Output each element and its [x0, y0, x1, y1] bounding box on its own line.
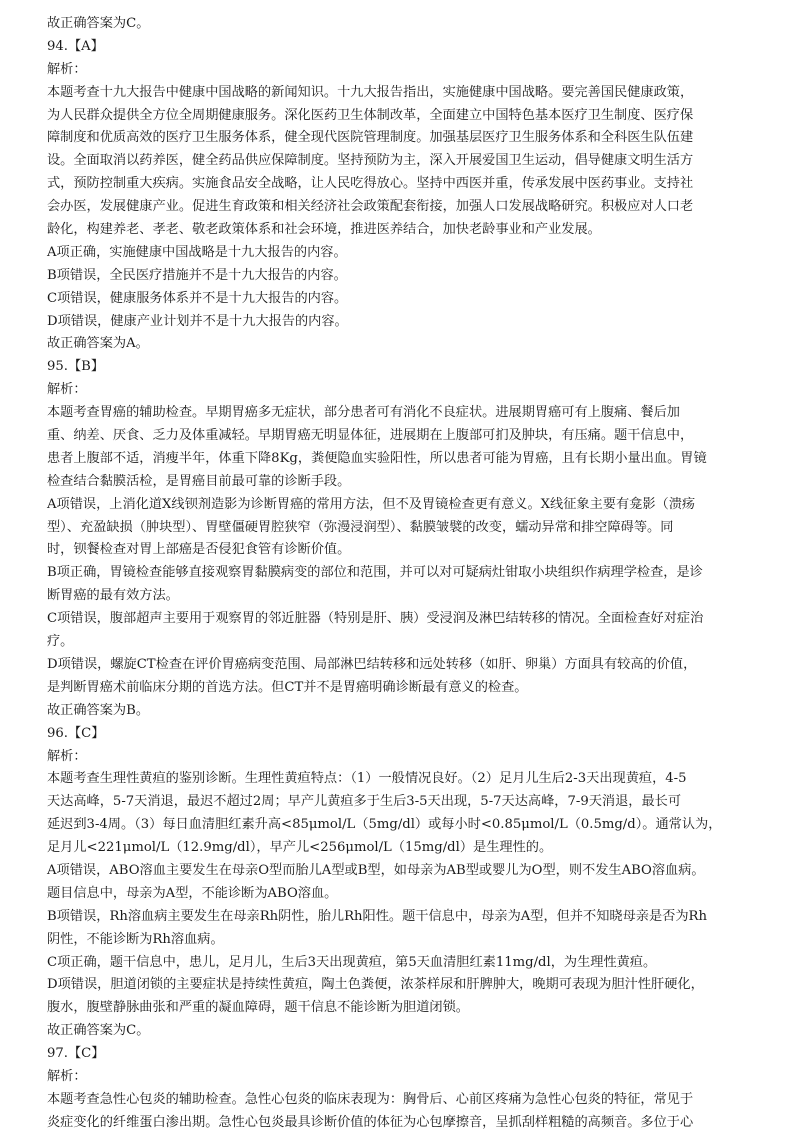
paragraph-line: 天达高峰，5-7天消退，最迟不超过2周；早产儿黄疸多于生后3-5天出现，5-7天达高峰，7-9天消退，最长可 [47, 794, 682, 810]
paragraph-line: 设。全面取消以药养医，健全药品供应保障制度。坚持预防为主，深入开展爱国卫生运动，倡导健康文明生活方 [47, 153, 694, 169]
answer-line: 故正确答案为B。 [47, 702, 150, 718]
option-b-line: B项错误，Rh溶血病主要发生在母亲Rh阴性，胎儿Rh阳性。题干信息中，母亲为A型，但并不知晓母亲是否为Rh [47, 908, 707, 924]
paragraph-line: 本题考查生理性黄疸的鉴别诊断。生理性黄疸特点：（1）一般情况良好。（2）足月儿生后2-3天出现黄疸，4-5 [47, 771, 687, 787]
question-94-heading: 94.【A】 [47, 38, 104, 54]
paragraph-line: 患者上腹部不适，消瘦半年，体重下降8Kg，粪便隐血实验阳性，所以患者可能为胃癌，且有长期小量出血。胃镜 [47, 450, 707, 466]
option-a-line: A项错误，上消化道X线钡剂造影为诊断胃癌的常用方法，但不及胃镜检查更有意义。X线征象主要有龛影（溃疡 [47, 496, 696, 512]
paragraph-line: 腹水，腹壁静脉曲张和严重的凝血障碍，题干信息不能诊断为胆道闭锁。 [47, 1000, 469, 1016]
option-d-line: D项错误，螺旋CT检查在评价胃癌病变范围、局部淋巴结转移和远处转移（如肝、卵巢）方面具有较高的价值， [47, 656, 697, 672]
paragraph-line: 式，预防控制重大疾病。实施食品安全战略，让人民吃得放心。坚持中西医并重，传承发展中医药事业。支持社 [47, 176, 694, 192]
paragraph-line: 障制度和优质高效的医疗卫生服务体系，健全现代医院管理制度。加强基层医疗卫生服务体系和全科医生队伍建 [47, 130, 694, 146]
paragraph-line: 延迟到3-4周。（3）每日血清胆红素升高<85μmol/L（5mg/dl）或每小时<0.85μmol/L（0.5mg/d）。通常认为， [47, 817, 722, 833]
paragraph-line: 阴性，不能诊断为Rh溶血病。 [47, 931, 224, 947]
answer-line: 故正确答案为A。 [47, 336, 149, 352]
paragraph-line: 题目信息中，母亲为A型，不能诊断为ABO溶血。 [47, 885, 338, 901]
paragraph-line: 本题考查急性心包炎的辅助检查。急性心包炎的临床表现为：胸骨后、心前区疼痛为急性心包炎的特征，常见于 [47, 1091, 694, 1107]
paragraph-line: 本题考查十九大报告中健康中国战略的新闻知识。十九大报告指出，实施健康中国战略。要完善国民健康政策， [47, 84, 694, 100]
paragraph-line: 会办医，发展健康产业。促进生育政策和相关经济社会政策配套衔接，加强人口发展战略研究。积极应对人口老 [47, 199, 694, 215]
option-a-line: A项错误，ABO溶血主要发生在母亲O型而胎儿A型或B型，如母亲为AB型或婴儿为O型，则不发生ABO溶血病。 [47, 862, 705, 878]
option-b-line: B项错误，全民医疗措施并不是十九大报告的内容。 [47, 267, 347, 283]
paragraph-line: 检查结合黏膜活检，是胃癌目前最可靠的诊断手段。 [47, 473, 351, 489]
paragraph-line: 炎症变化的纤维蛋白渗出期。急性心包炎最具诊断价值的体征为心包摩擦音，呈抓刮样粗糙的高频音。多位于心 [47, 1114, 694, 1130]
option-a-line: A项正确，实施健康中国战略是十九大报告的内容。 [47, 244, 347, 260]
option-c-line: C项正确，题干信息中，患儿，足月儿，生后3天出现黄疸，第5天血清胆红素11mg/dl，为生理性黄疸。 [47, 954, 657, 970]
paragraph-line: 龄化，构建养老、孝老、敬老政策体系和社会环境，推进医养结合，加快老龄事业和产业发展。 [47, 222, 601, 238]
document-page [47, 13, 753, 1135]
analysis-label: 解析： [47, 382, 87, 398]
paragraph-line: 重、纳差、厌食、乏力及体重减轻。早期胃癌无明显体征，进展期在上腹部可扪及肿块，有压痛。题干信息中， [47, 428, 694, 444]
paragraph-line: 型）、充盈缺损（肿块型）、胃壁僵硬胃腔狭窄（弥漫浸润型）、黏膜皱襞的改变，蠕动异常和排空障碍等。同 [47, 519, 674, 535]
analysis-label: 解析： [47, 1068, 87, 1084]
option-b-line: B项正确，胃镜检查能够直接观察胃黏膜病变的部位和范围，并可以对可疑病灶钳取小块组织作病理学检查，是诊 [47, 565, 703, 581]
answer-line: 故正确答案为C。 [47, 16, 150, 31]
paragraph-line: 时，钡餐检查对胃上部癌是否侵犯食管有诊断价值。 [47, 542, 351, 558]
paragraph-line: 为人民群众提供全方位全周期健康服务。深化医药卫生体制改革，全面建立中国特色基本医疗卫生制度、医疗保 [47, 107, 694, 123]
answer-line: 故正确答案为C。 [47, 1023, 150, 1039]
option-c-line: C项错误，健康服务体系并不是十九大报告的内容。 [47, 290, 348, 306]
paragraph-line: 断胃癌的最有效方法。 [47, 588, 179, 604]
paragraph-line: 是判断胃癌术前临床分期的首选方法。但CT并不是胃癌明确诊断最有意义的检查。 [47, 679, 528, 695]
analysis-label: 解析： [47, 61, 87, 77]
paragraph-line: 本题考查胃癌的辅助检查。早期胃癌多无症状，部分患者可有消化不良症状。进展期胃癌可有上腹痛、餐后加 [47, 405, 680, 421]
option-c-line: C项错误，腹部超声主要用于观察胃的邻近脏器（特别是肝、胰）受浸润及淋巴结转移的情况。全面检查好对症治 [47, 611, 704, 627]
paragraph-line: 疗。 [47, 634, 74, 650]
analysis-label: 解析： [47, 748, 87, 764]
option-d-line: D项错误，胆道闭锁的主要症状是持续性黄疸，陶土色粪便，浓茶样尿和肝脾肿大，晚期可表现为胆汁性肝硬化， [47, 977, 704, 993]
option-d-line: D项错误，健康产业计划并不是十九大报告的内容。 [47, 313, 348, 329]
paragraph-line: 足月儿<221μmol/L（12.9mg/dl），早产儿<256μmol/L（15mg/dl）是生理性的。 [47, 840, 553, 856]
question-96-heading: 96.【C】 [47, 725, 105, 741]
question-95-heading: 95.【B】 [47, 359, 105, 375]
question-97-heading: 97.【C】 [47, 1046, 105, 1062]
